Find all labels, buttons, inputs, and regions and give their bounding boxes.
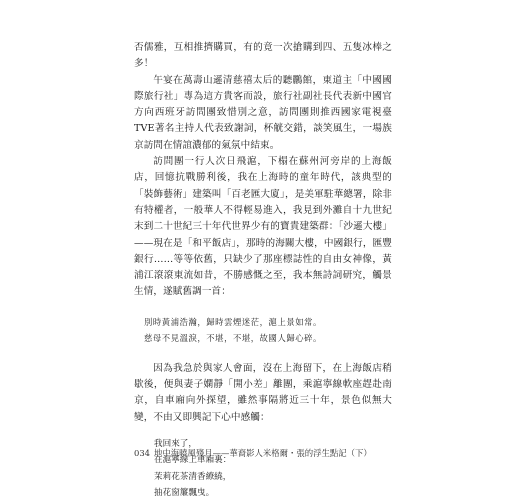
body-text — [134, 40, 392, 502]
verse-line: 茉莉花茶清香繚繞， — [154, 471, 232, 482]
verse-line: 抽花窗簾飄曳。 — [154, 488, 215, 499]
running-title: 地中海曉風殘月——華裔影人米格爾・張的浮生點記（下） — [154, 448, 372, 458]
page-number: 034 — [134, 448, 150, 458]
paragraph-nanjing: 因為我急於與家人會面，沒在上海留下，在上海飯店稍歇後，便與妻子嫻靜「開小差」離團，乘滬寧線軟座趕赴南京，自車廂向外探望，雖然事隔將近三十年，景色似無大變，不由又即興記下心中感觸： — [134, 362, 392, 423]
paragraph-shanghai: 訪問團一行人次日飛滬，下榻在蘇州河旁岸的上海飯店，回憶抗戰勝利後，我在上海時的童年時代，該典型的「裝飾藝術」建築叫「百老匯大廈」，是美軍駐華總署，除非有特權者，一般華人不得輕易進入，我見到外灘自十九世紀末到二十世紀三十年代世界少有的寶貴建築群：「沙遜大樓」——現在是「和平飯店」，那時的海關大樓，中國銀行，匯豐銀行……等等依舊，只缺少了那座標誌性的自由女神像，黃浦江滾滾東流如昔，不勝感慨之至，我本無詩詞研究，觸景生情，遂賦舊調一首： — [134, 156, 392, 298]
page-footer — [134, 447, 372, 459]
paragraph-luncheon: 午宴在萬壽山遜清慈禧太后的聽鸝館，東道主「中國國際旅行社」專為這方貴客而設，旅行社副社長代表新中國官方向西班牙訪問團致惜別之意，訪問團則推西國家電視臺TVE著名主持人代表致謝詞，杯觥交錯，談笑風生，一場族京訪問在情誼濃郁的氣氛中結束。 — [134, 74, 392, 151]
poem-line: 慈母不見溫淚，不堪，不堪，故國人歸心碎。 — [144, 333, 322, 344]
classical-poem — [134, 314, 392, 347]
free-verse-poem — [134, 436, 392, 502]
paragraph-continuation: 否儒雅，互相推擠購買，有的竟一次搶購到四、五隻冰棒之多！ — [134, 42, 392, 70]
verse-line: 在滬寧線上車廂裏： — [154, 455, 232, 466]
poem-line: 別時黃浦浩瀚，歸時雲煙迷茫，滬上景如常。 — [144, 316, 322, 327]
verse-line: 我回來了， — [154, 438, 197, 449]
